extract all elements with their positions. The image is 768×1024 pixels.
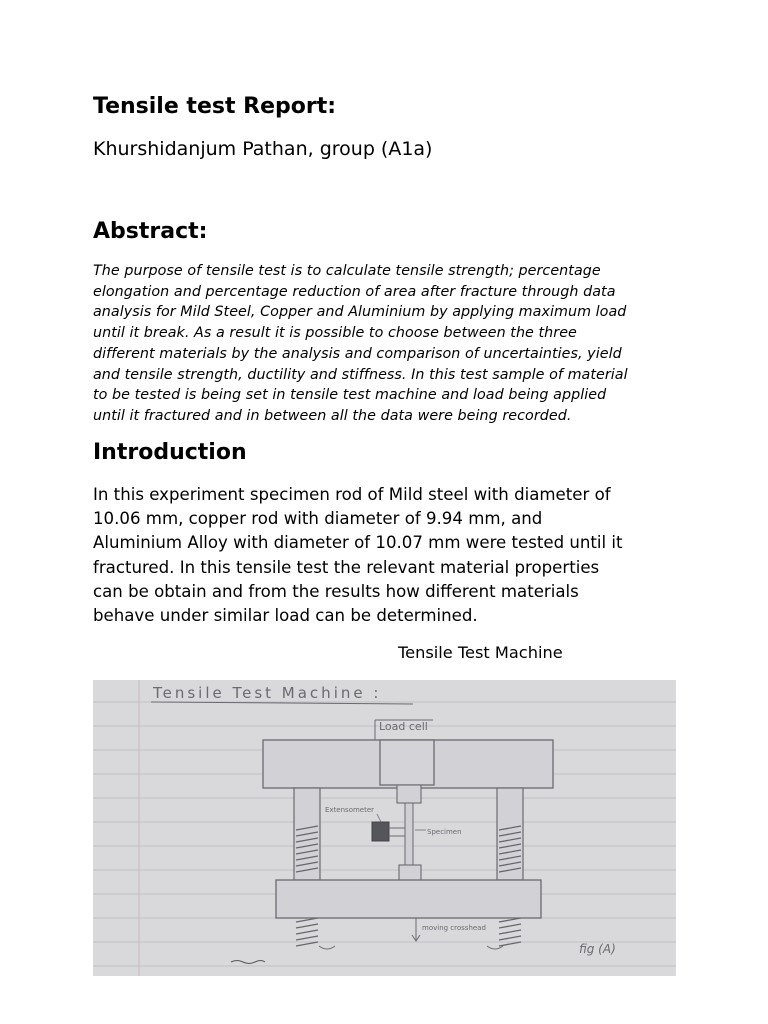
specimen-rod <box>405 803 413 865</box>
introduction-line: fractured. In this tensile test the relevant material properties <box>93 557 600 577</box>
extensometer-label: Extensometer <box>325 806 375 814</box>
figure-caption: Tensile Test Machine <box>398 643 563 662</box>
moving-crosshead-label: moving crosshead <box>422 924 486 932</box>
upper-grip <box>397 785 421 803</box>
abstract-line: and tensile strength, ductility and stiffness. In this test sample of material <box>93 366 628 383</box>
specimen-label: Specimen <box>427 828 462 836</box>
extensometer-block <box>372 822 389 841</box>
abstract-heading: Abstract: <box>93 219 208 244</box>
introduction-heading: Introduction <box>93 440 247 465</box>
introduction-text <box>93 483 683 628</box>
author-line: Khurshidanjum Pathan, group (A1a) <box>93 138 433 160</box>
sketch-title: Tensile Test Machine : <box>153 684 382 702</box>
abstract-line: elongation and percentage reduction of area after fracture through data <box>93 283 616 300</box>
introduction-line: behave under similar load can be determined. <box>93 606 478 626</box>
abstract-line: analysis for Mild Steel, Copper and Aluminium by applying maximum load <box>93 304 627 321</box>
report-title: Tensile test Report: <box>93 94 337 119</box>
introduction-line: Aluminium Alloy with diameter of 10.07 mm were tested until it <box>93 533 623 553</box>
abstract-line: The purpose of tensile test is to calculate tensile strength; percentage <box>93 263 601 279</box>
introduction-line: 10.06 mm, copper rod with diameter of 9.94 mm, and <box>93 509 543 529</box>
abstract-line: to be tested is being set in tensile test machine and load being applied <box>93 387 607 404</box>
fig-label: fig (A) <box>579 942 616 956</box>
abstract-line: different materials by the analysis and comparison of uncertainties, yield <box>93 345 622 362</box>
lower-grip <box>399 865 421 881</box>
abstract-text <box>93 261 683 427</box>
introduction-line: can be obtain and from the results how different materials <box>93 581 579 601</box>
load-cell-block <box>380 740 434 785</box>
moving-crosshead <box>276 880 541 918</box>
abstract-line: until it fractured and in between all the data were being recorded. <box>93 407 572 424</box>
tensile-machine-sketch <box>93 680 676 976</box>
introduction-line: In this experiment specimen rod of Mild steel with diameter of <box>93 485 611 504</box>
abstract-line: until it break. As a result it is possible to choose between the three <box>93 325 577 342</box>
load-cell-label: Load cell <box>379 720 428 733</box>
